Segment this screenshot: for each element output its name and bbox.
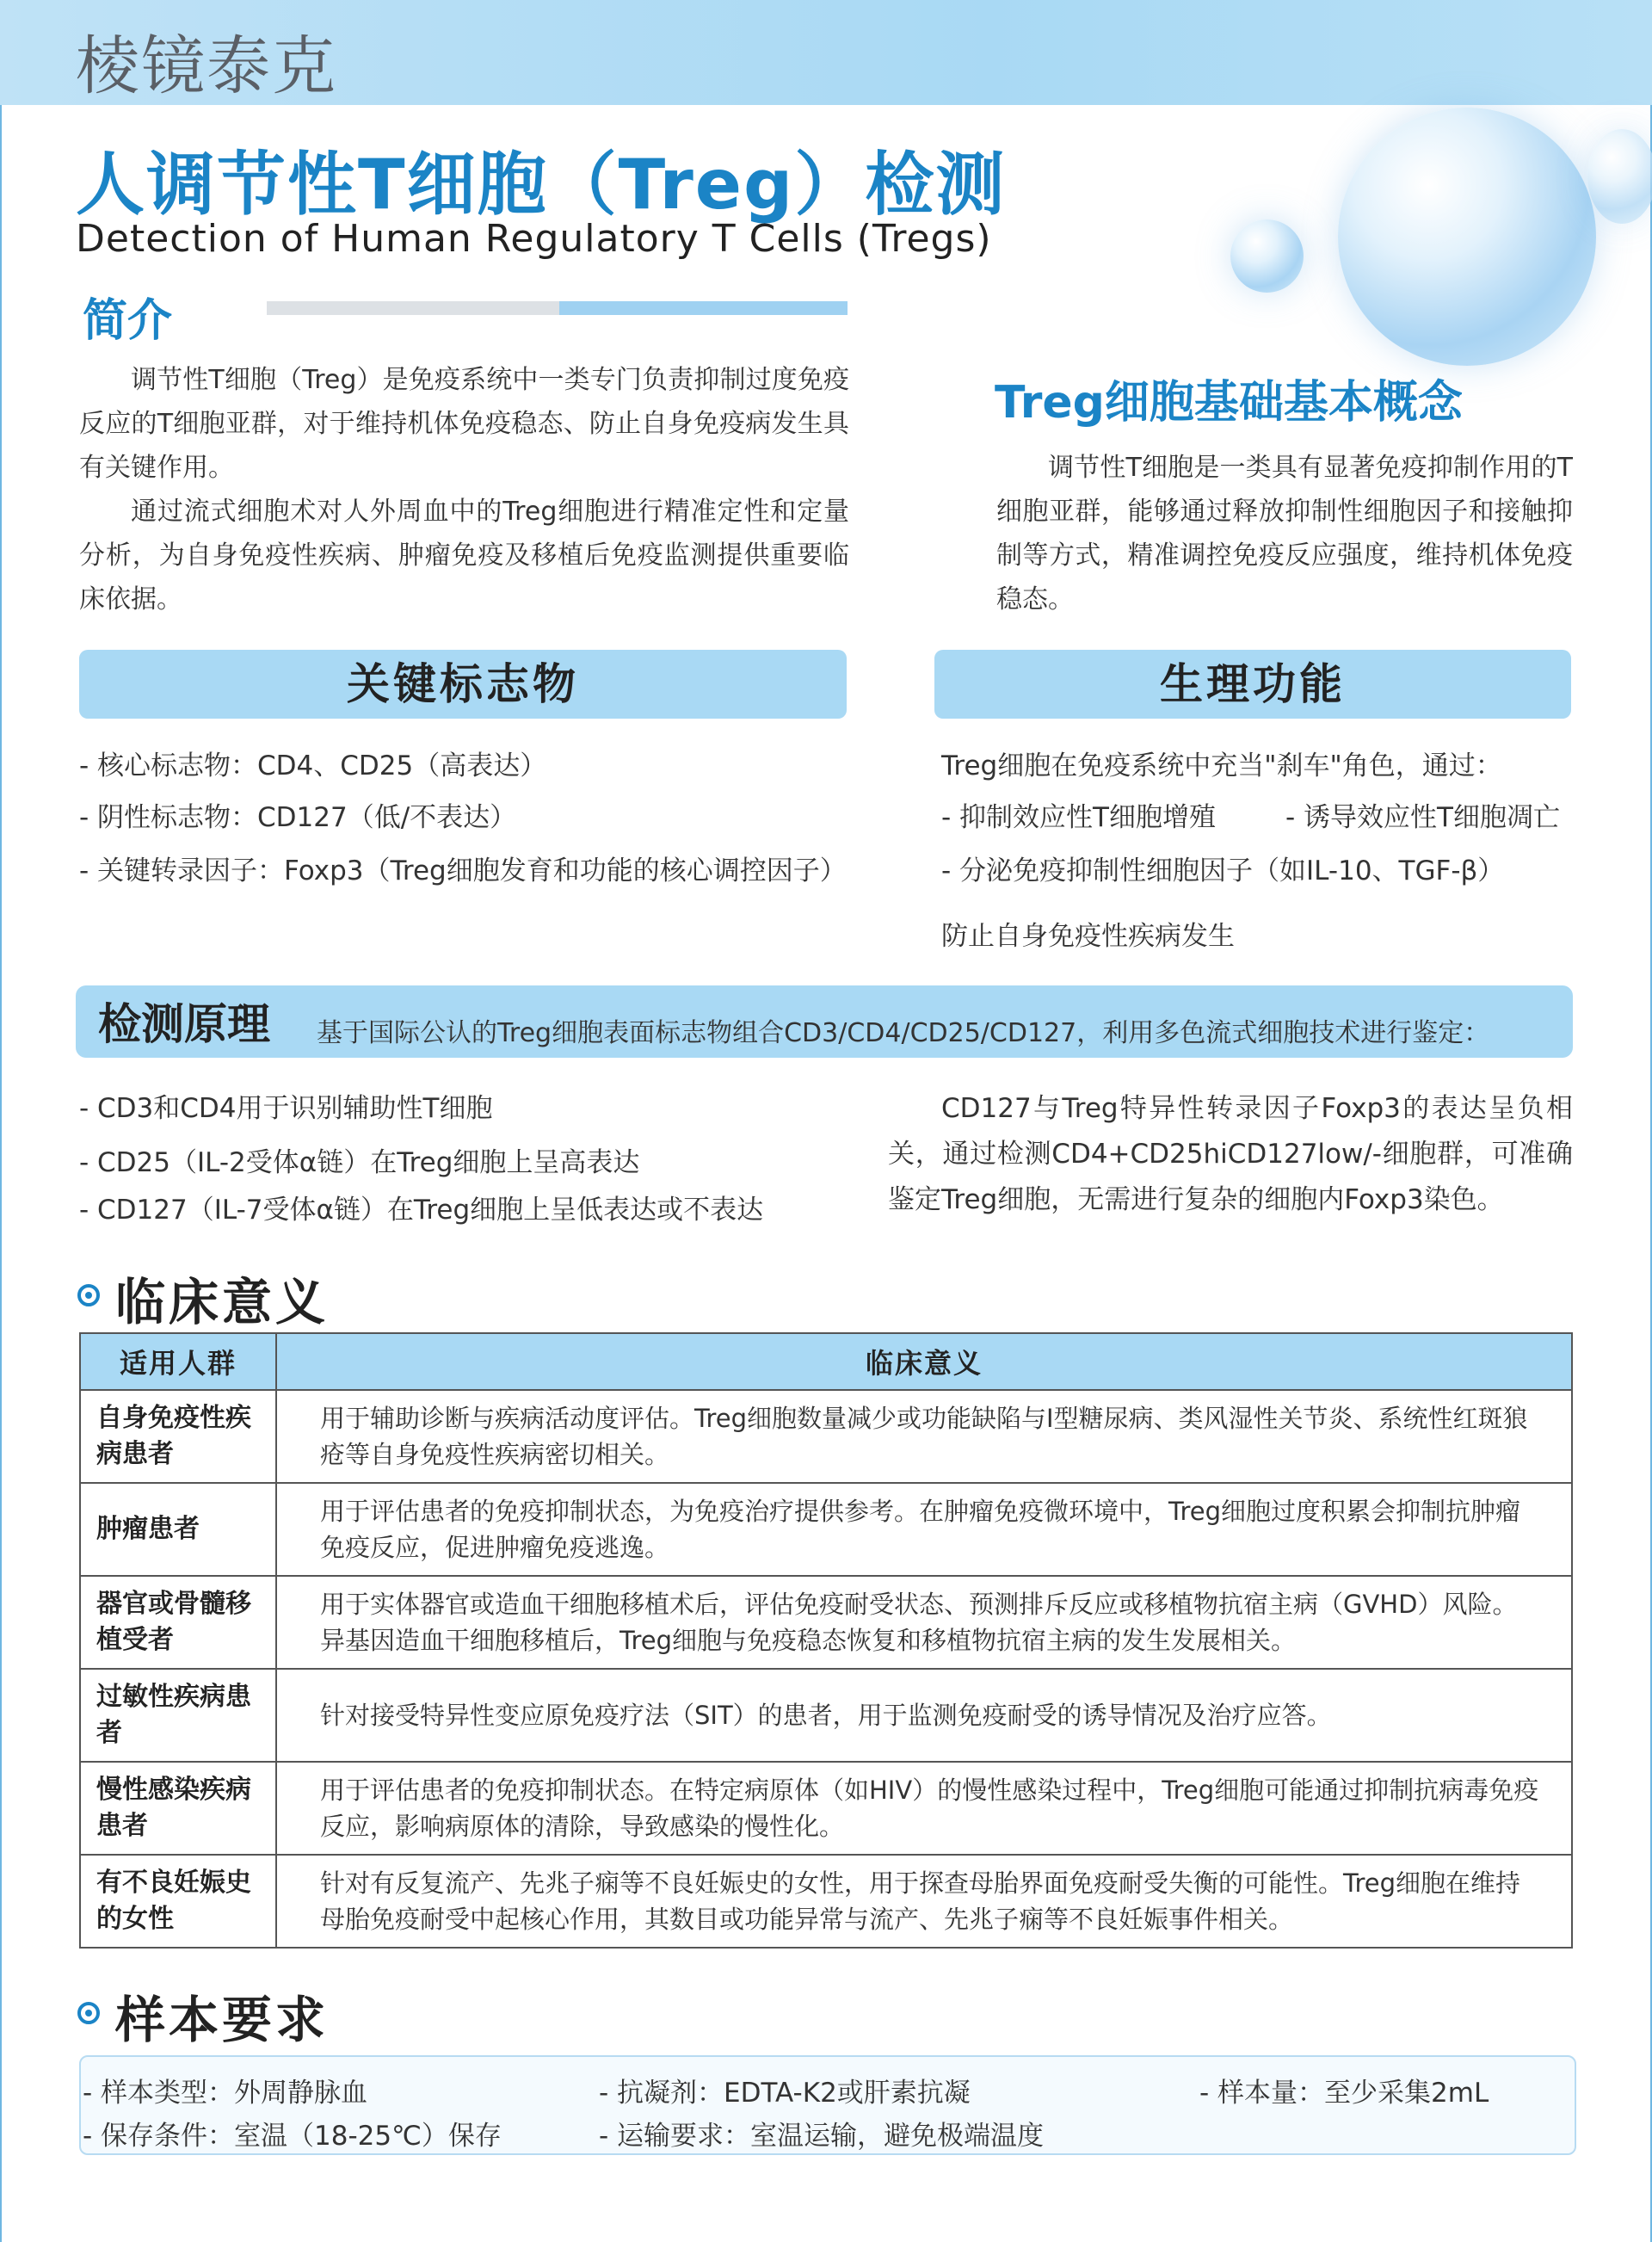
function-intro: Treg细胞在免疫系统中充当"刹车"角色，通过： <box>941 750 1502 781</box>
intro-text <box>79 358 849 621</box>
sample-volume: - 样本量：至少采集2mL <box>1199 2078 1489 2109</box>
marker-item: - 阴性标志物：CD127（低/不表达） <box>79 802 517 833</box>
page-subtitle: Detection of Human Regulatory T Cells (Tregs) <box>76 217 992 261</box>
sample-type: - 样本类型：外周静脉血 <box>83 2078 368 2109</box>
row-group: 有不良妊娠史的女性 <box>80 1855 276 1948</box>
concept-text <box>996 446 1573 621</box>
divider-blue <box>559 301 848 315</box>
row-group: 器官或骨髓移植受者 <box>80 1576 276 1669</box>
principle-item: - CD127（IL-7受体α链）在Treg细胞上呈低表达或不表达 <box>79 1195 764 1226</box>
row-description: 用于评估患者的免疫抑制状态。在特定病原体（如HIV）的慢性感染过程中，Treg细胞可能通过抑制抗病毒免疫反应，影响病原体的清除，导致感染的慢性化。 <box>276 1762 1572 1855</box>
principle-note-text: CD127与Treg特异性转录因子Foxp3的表达呈负相关，通过检测CD4+CD25hiCD127low/-细胞群，可准确鉴定Treg细胞，无需进行复杂的细胞内Foxp3染色。 <box>888 1093 1573 1215</box>
bubble-decoration-corner <box>1587 129 1652 224</box>
table-row <box>80 1669 1572 1762</box>
column-header-group: 适用人群 <box>80 1333 276 1390</box>
intro-paragraph: 调节性T细胞（Treg）是免疫系统中一类专门负责抑制过度免疫反应的T细胞亚群，对于维持机体免疫稳态、防止自身免疫病发生具有关键作用。 <box>79 365 849 483</box>
principle-item: - CD3和CD4用于识别辅助性T细胞 <box>79 1093 493 1124</box>
principle-item: - CD25（IL-2受体α链）在Treg细胞上呈高表达 <box>79 1147 640 1178</box>
table-row <box>80 1576 1572 1669</box>
row-group: 慢性感染疾病患者 <box>80 1762 276 1855</box>
principle-summary: 基于国际公认的Treg细胞表面标志物组合CD3/CD4/CD25/CD127，利用多色流式细胞技术进行鉴定： <box>317 1018 1490 1048</box>
divider-grey <box>267 301 559 315</box>
table-row <box>80 1762 1572 1855</box>
table-row <box>80 1390 1572 1483</box>
sample-heading: 样本要求 <box>115 1991 330 2049</box>
row-description: 用于辅助诊断与疾病活动度评估。Treg细胞数量减少或功能缺陷与I型糖尿病、类风湿性关节炎、系统性红斑狼疮等自身免疫性疾病密切相关。 <box>276 1390 1572 1483</box>
row-description: 针对接受特异性变应原免疫疗法（SIT）的患者，用于监测免疫耐受的诱导情况及治疗应答。 <box>276 1669 1572 1762</box>
marker-item: - 关键转录因子：Foxp3（Treg细胞发育和功能的核心调控因子） <box>79 855 847 886</box>
table-row <box>80 1855 1572 1948</box>
row-group: 过敏性疾病患者 <box>80 1669 276 1762</box>
function-item: - 诱导效应性T细胞凋亡 <box>1285 802 1560 833</box>
markers-heading: 关键标志物 <box>79 650 847 719</box>
table-row <box>80 1483 1572 1576</box>
function-heading: 生理功能 <box>934 650 1571 719</box>
brand-logo: 棱镜泰克 <box>76 29 337 103</box>
row-group: 自身免疫性疾病患者 <box>80 1390 276 1483</box>
function-item: - 分泌免疫抑制性细胞因子（如IL-10、TGF-β） <box>941 855 1505 886</box>
clinical-table <box>79 1332 1573 1949</box>
bubble-decoration-small <box>1230 219 1304 293</box>
clinical-heading: 临床意义 <box>115 1273 330 1331</box>
intro-heading: 简介 <box>83 295 173 347</box>
sample-anticoagulant: - 抗凝剂：EDTA-K2或肝素抗凝 <box>599 2078 971 2109</box>
page-title: 人调节性T细胞（Treg）检测 <box>76 145 1007 225</box>
intro-paragraph: 通过流式细胞术对人外周血中的Treg细胞进行精准定性和定量分析，为自身免疫性疾病、肿瘤免疫及移植后免疫监测提供重要临床依据。 <box>79 497 849 615</box>
concept-paragraph: 调节性T细胞是一类具有显著免疫抑制作用的T细胞亚群，能够通过释放抑制性细胞因子和接触抑制等方式，精准调控免疫反应强度，维持机体免疫稳态。 <box>996 453 1573 615</box>
principle-heading: 检测原理 <box>98 999 270 1049</box>
row-group: 肿瘤患者 <box>80 1483 276 1576</box>
function-outro: 防止自身免疫性疾病发生 <box>941 921 1235 952</box>
sample-storage: - 保存条件：室温（18-25℃）保存 <box>83 2121 502 2152</box>
bubble-decoration-large <box>1338 108 1596 366</box>
concept-heading: Treg细胞基础基本概念 <box>995 377 1463 429</box>
marker-item: - 核心标志物：CD4、CD25（高表达） <box>79 750 547 781</box>
target-icon <box>77 1284 100 1306</box>
sample-transport: - 运输要求：室温运输，避免极端温度 <box>599 2121 1045 2152</box>
target-icon <box>77 2002 100 2024</box>
frame-line-left <box>0 105 2 2242</box>
row-description: 针对有反复流产、先兆子痫等不良妊娠史的女性，用于探查母胎界面免疫耐受失衡的可能性。Treg细胞在维持母胎免疫耐受中起核心作用，其数目或功能异常与流产、先兆子痫等不良妊娠事件相关。 <box>276 1855 1572 1948</box>
column-header-significance: 临床意义 <box>276 1333 1572 1390</box>
function-item: - 抑制效应性T细胞增殖 <box>941 802 1216 833</box>
row-description: 用于实体器官或造血干细胞移植术后，评估免疫耐受状态、预测排斥反应或移植物抗宿主病（GVHD）风险。异基因造血干细胞移植后，Treg细胞与免疫稳态恢复和移植物抗宿主病的发生发展相关。 <box>276 1576 1572 1669</box>
principle-note <box>888 1086 1573 1223</box>
row-description: 用于评估患者的免疫抑制状态，为免疫治疗提供参考。在肿瘤免疫微环境中，Treg细胞过度积累会抑制抗肿瘤免疫反应，促进肿瘤免疫逃逸。 <box>276 1483 1572 1576</box>
